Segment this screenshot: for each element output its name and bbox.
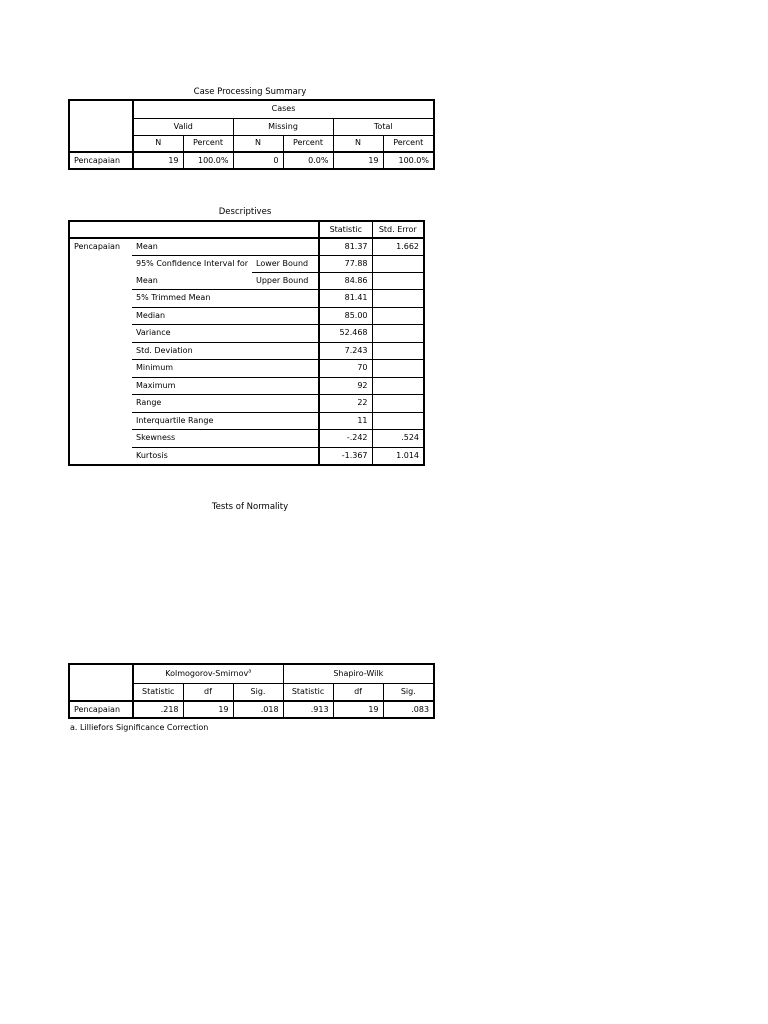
sub-header: Percent	[283, 135, 333, 152]
stat-label: Mean	[132, 238, 319, 256]
stderr-value: 1.662	[372, 238, 424, 256]
stat-value: 11	[319, 412, 372, 430]
group-missing: Missing	[233, 118, 333, 135]
stat-label: Range	[132, 395, 319, 413]
stat-label: 95% Confidence Interval for	[132, 256, 252, 273]
footnote-marker: a	[248, 668, 252, 675]
stderr-value	[372, 377, 424, 395]
row-label: Pencapaian	[69, 701, 133, 718]
row-label: Pencapaian	[69, 152, 133, 169]
stat-label: Kurtosis	[132, 447, 319, 465]
stat-label: Median	[132, 307, 319, 325]
normality-title: Tests of Normality	[211, 502, 289, 512]
sub-header: Statistic	[283, 683, 333, 701]
stat-label: Variance	[132, 325, 319, 343]
group-valid: Valid	[133, 118, 233, 135]
stderr-value	[372, 395, 424, 413]
stderr-value	[372, 290, 424, 308]
value-cell: .913	[283, 701, 333, 718]
stat-label: Interquartile Range	[132, 412, 319, 430]
descriptives-table	[68, 220, 425, 466]
value-cell: 19	[333, 701, 383, 718]
sub-header: N	[333, 135, 383, 152]
value-cell: 19	[183, 701, 233, 718]
stat-label: Minimum	[132, 360, 319, 378]
stat-value: 92	[319, 377, 372, 395]
sub-header: N	[233, 135, 283, 152]
stderr-value: 1.014	[372, 447, 424, 465]
sub-header: Sig.	[383, 683, 434, 701]
sub-header: Percent	[383, 135, 434, 152]
stderr-value: .524	[372, 430, 424, 448]
value-cell: .083	[383, 701, 434, 718]
sub-header: N	[133, 135, 183, 152]
col-std-error: Std. Error	[372, 221, 424, 238]
stat-label: Mean	[132, 273, 252, 290]
sub-header: Statistic	[133, 683, 183, 701]
value-cell: 0	[233, 152, 283, 169]
stat-value: 85.00	[319, 307, 372, 325]
stderr-value	[372, 273, 424, 290]
value-cell: 0.0%	[283, 152, 333, 169]
corner-cell	[69, 221, 319, 238]
stat-label: Maximum	[132, 377, 319, 395]
row-label: Pencapaian	[69, 238, 132, 465]
stderr-value	[372, 360, 424, 378]
stderr-value	[372, 412, 424, 430]
cases-header: Cases	[133, 100, 434, 118]
value-cell: 19	[133, 152, 183, 169]
stat-label: 5% Trimmed Mean	[132, 290, 319, 308]
stat-sublabel: Upper Bound	[252, 273, 319, 290]
stat-value: 77.88	[319, 256, 372, 273]
stat-value: 7.243	[319, 342, 372, 360]
stderr-value	[372, 342, 424, 360]
stderr-value	[372, 325, 424, 343]
stat-value: -.242	[319, 430, 372, 448]
stat-value: 81.37	[319, 238, 372, 256]
stderr-value	[372, 307, 424, 325]
stat-value: 52.468	[319, 325, 372, 343]
stat-label: Std. Deviation	[132, 342, 319, 360]
stat-label: Skewness	[132, 430, 319, 448]
value-cell: .218	[133, 701, 183, 718]
col-statistic: Statistic	[319, 221, 372, 238]
stderr-value	[372, 256, 424, 273]
stat-value: 81.41	[319, 290, 372, 308]
group-total: Total	[333, 118, 434, 135]
corner-cell	[69, 664, 133, 701]
case-processing-table	[68, 99, 435, 170]
stat-sublabel: Lower Bound	[252, 256, 319, 273]
group-shapiro-wilk: Shapiro-Wilk	[283, 664, 434, 683]
sub-header: df	[183, 683, 233, 701]
value-cell: .018	[233, 701, 283, 718]
corner-cell	[69, 100, 133, 152]
case-processing-title: Case Processing Summary	[193, 87, 307, 97]
stat-value: 22	[319, 395, 372, 413]
normality-table	[68, 663, 435, 719]
value-cell: 100.0%	[383, 152, 434, 169]
value-cell: 100.0%	[183, 152, 233, 169]
descriptives-title: Descriptives	[218, 207, 272, 217]
sub-header: Sig.	[233, 683, 283, 701]
group-kolmogorov-smirnov: Kolmogorov-Smirnov$^a$	[133, 664, 283, 683]
stat-value: -1.367	[319, 447, 372, 465]
value-cell: 19	[333, 152, 383, 169]
sub-header: df	[333, 683, 383, 701]
stat-value: 70	[319, 360, 372, 378]
sub-header: Percent	[183, 135, 233, 152]
normality-footnote: a. Lilliefors Significance Correction	[70, 723, 209, 732]
stat-value: 84.86	[319, 273, 372, 290]
